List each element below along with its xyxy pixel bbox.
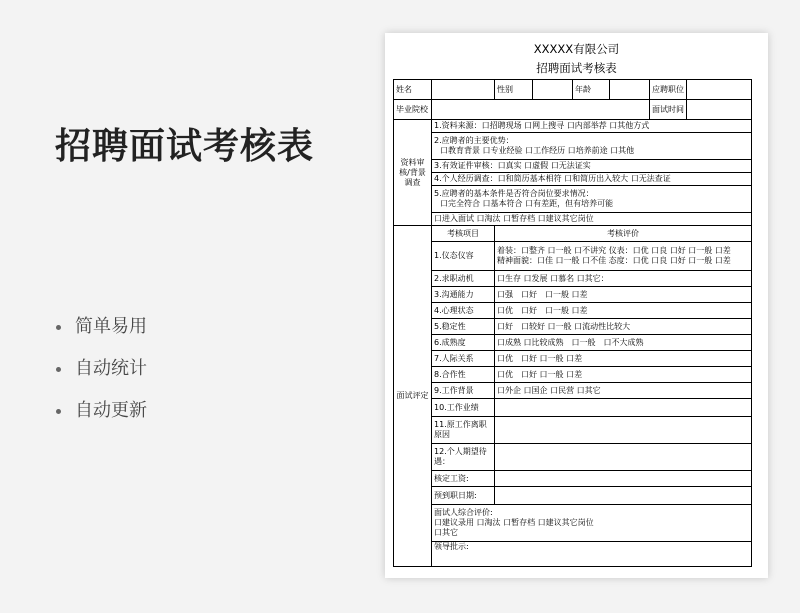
eval-row — [394, 242, 752, 271]
feature-item — [56, 390, 147, 432]
eval-field[interactable] — [495, 487, 752, 505]
review-item: 1.资料来源：口招聘现场 口网上搜寻 口内部举荐 口其他方式 — [432, 120, 752, 133]
eval-row — [394, 487, 752, 505]
name-field[interactable] — [432, 80, 495, 100]
eval-options: 口优 口好 口一般 口差 — [495, 367, 752, 383]
eval-row — [394, 399, 752, 417]
eval-item-name: 11.原工作离职原因 — [432, 417, 495, 444]
eval-item-name: 核定工资: — [432, 471, 495, 487]
eval-options: 口优 口好 口一般 口差 — [495, 351, 752, 367]
eval-row — [394, 319, 752, 335]
eval-item-name: 7.人际关系 — [432, 351, 495, 367]
eval-item-name: 预到职日期: — [432, 487, 495, 505]
eval-row — [394, 471, 752, 487]
form-preview — [385, 33, 768, 578]
eval-row — [394, 383, 752, 399]
eval-options: 口成熟 口比较成熟 口一般 口不大成熟 — [495, 335, 752, 351]
feature-label: 简单易用 — [75, 316, 147, 337]
feature-item — [56, 348, 147, 390]
form-title: 招聘面试考核表 — [536, 61, 617, 75]
age-label: 年龄 — [573, 80, 610, 100]
eval-item-name: 6.成熟度 — [432, 335, 495, 351]
review-item — [432, 186, 752, 213]
eval-options: 口好 口较好 口一般 口流动性比较大 — [495, 319, 752, 335]
eval-item-name: 5.稳定性 — [432, 319, 495, 335]
school-field[interactable] — [432, 100, 650, 120]
eval-field[interactable] — [495, 444, 752, 471]
feature-item — [56, 306, 147, 348]
bullet-icon — [56, 409, 61, 414]
eval-row — [394, 351, 752, 367]
item-header: 考核项目 — [432, 226, 495, 242]
eval-section-label: 面试评定 — [394, 226, 432, 567]
eval-item-name: 4.心理状态 — [432, 303, 495, 319]
eval-item-name: 9.工作背景 — [432, 383, 495, 399]
eval-options: 口优 口好 口一般 口差 — [495, 303, 752, 319]
eval-row — [394, 303, 752, 319]
eval-row — [394, 417, 752, 444]
review-row — [394, 186, 752, 213]
eval-options: 口生存 口发展 口慕名 口其它： — [495, 271, 752, 287]
position-label: 应聘职位 — [650, 80, 687, 100]
eval-field[interactable] — [495, 471, 752, 487]
feature-label: 自动统计 — [75, 358, 147, 379]
feature-label: 自动更新 — [75, 400, 147, 421]
review-item: 4.个人经历调查：口和简历基本相符 口和简历出入较大 口无法查证 — [432, 173, 752, 186]
name-label: 姓名 — [394, 80, 432, 100]
eval-item-name: 8.合作性 — [432, 367, 495, 383]
school-row — [394, 100, 752, 120]
leader-instructions: 领导批示: — [432, 542, 752, 567]
eval-item-name: 10.工作业绩 — [432, 399, 495, 417]
eval-item-name: 12.个人期望待遇： — [432, 444, 495, 471]
interview-time-field[interactable] — [687, 100, 752, 120]
overall-row — [394, 505, 752, 542]
review-section-label: 资料审核/背景调查 — [394, 120, 432, 226]
review-item: 3.有效证件审核：口真实 口虚假 口无法证实 — [432, 160, 752, 173]
eval-options-line: 着装：口整齐 口一般 口不讲究 仪表：口优 口良 口好 口一般 口差 — [497, 246, 731, 255]
interview-time-label: 面试时间 — [650, 100, 687, 120]
gender-field[interactable] — [533, 80, 573, 100]
eval-options-line: 精神面貌：口佳 口一般 口不佳 态度：口优 口良 口好 口一般 口差 — [497, 256, 731, 265]
review-row — [394, 213, 752, 226]
review-item-title: 5.应聘者的基本条件是否符合岗位要求情况： — [434, 189, 594, 198]
review-row — [394, 133, 752, 160]
eval-row — [394, 271, 752, 287]
feature-list — [56, 306, 147, 432]
bullet-icon — [56, 325, 61, 330]
page-title: 招聘面试考核表 — [55, 126, 315, 167]
review-row — [394, 160, 752, 173]
eval-header: 考核评价 — [495, 226, 752, 242]
overall-title: 面试人综合评价: — [434, 508, 493, 517]
position-field[interactable] — [687, 80, 752, 100]
eval-options: 口强 口好 口一般 口差 — [495, 287, 752, 303]
review-item-title: 2.应聘者的主要优势： — [434, 136, 514, 145]
gender-label: 性别 — [495, 80, 533, 100]
review-item-options: 口完全符合 口基本符合 口有差距，但有培养可能 — [440, 199, 614, 208]
eval-field[interactable] — [495, 417, 752, 444]
overall-evaluation — [432, 505, 752, 542]
school-label: 毕业院校 — [394, 100, 432, 120]
review-row — [394, 173, 752, 186]
review-item-options: 口教育背景 口专业经验 口工作经历 口培养前途 口其他 — [440, 146, 635, 155]
age-field[interactable] — [610, 80, 650, 100]
eval-row — [394, 335, 752, 351]
eval-item-name: 3.沟通能力 — [432, 287, 495, 303]
overall-other: 口其它 — [434, 528, 458, 537]
eval-item-name: 1.仪态仪容 — [432, 242, 495, 271]
overall-options: 口建议录用 口淘汰 口暂存档 口建议其它岗位 — [434, 518, 594, 527]
company-name: XXXXX有限公司 — [533, 42, 620, 56]
eval-field[interactable] — [495, 399, 752, 417]
interview-form-table — [393, 79, 752, 567]
eval-row — [394, 444, 752, 471]
basic-info-row — [394, 80, 752, 100]
bullet-icon — [56, 367, 61, 372]
eval-item-name: 2.求职动机 — [432, 271, 495, 287]
eval-options: 口外企 口国企 口民营 口其它 — [495, 383, 752, 399]
eval-row — [394, 367, 752, 383]
review-item: 口进入面试 口淘汰 口暂存档 口建议其它岗位 — [432, 213, 752, 226]
review-row — [394, 120, 752, 133]
eval-options — [495, 242, 752, 271]
eval-header-row — [394, 226, 752, 242]
leader-row — [394, 542, 752, 567]
review-item — [432, 133, 752, 160]
eval-row — [394, 287, 752, 303]
